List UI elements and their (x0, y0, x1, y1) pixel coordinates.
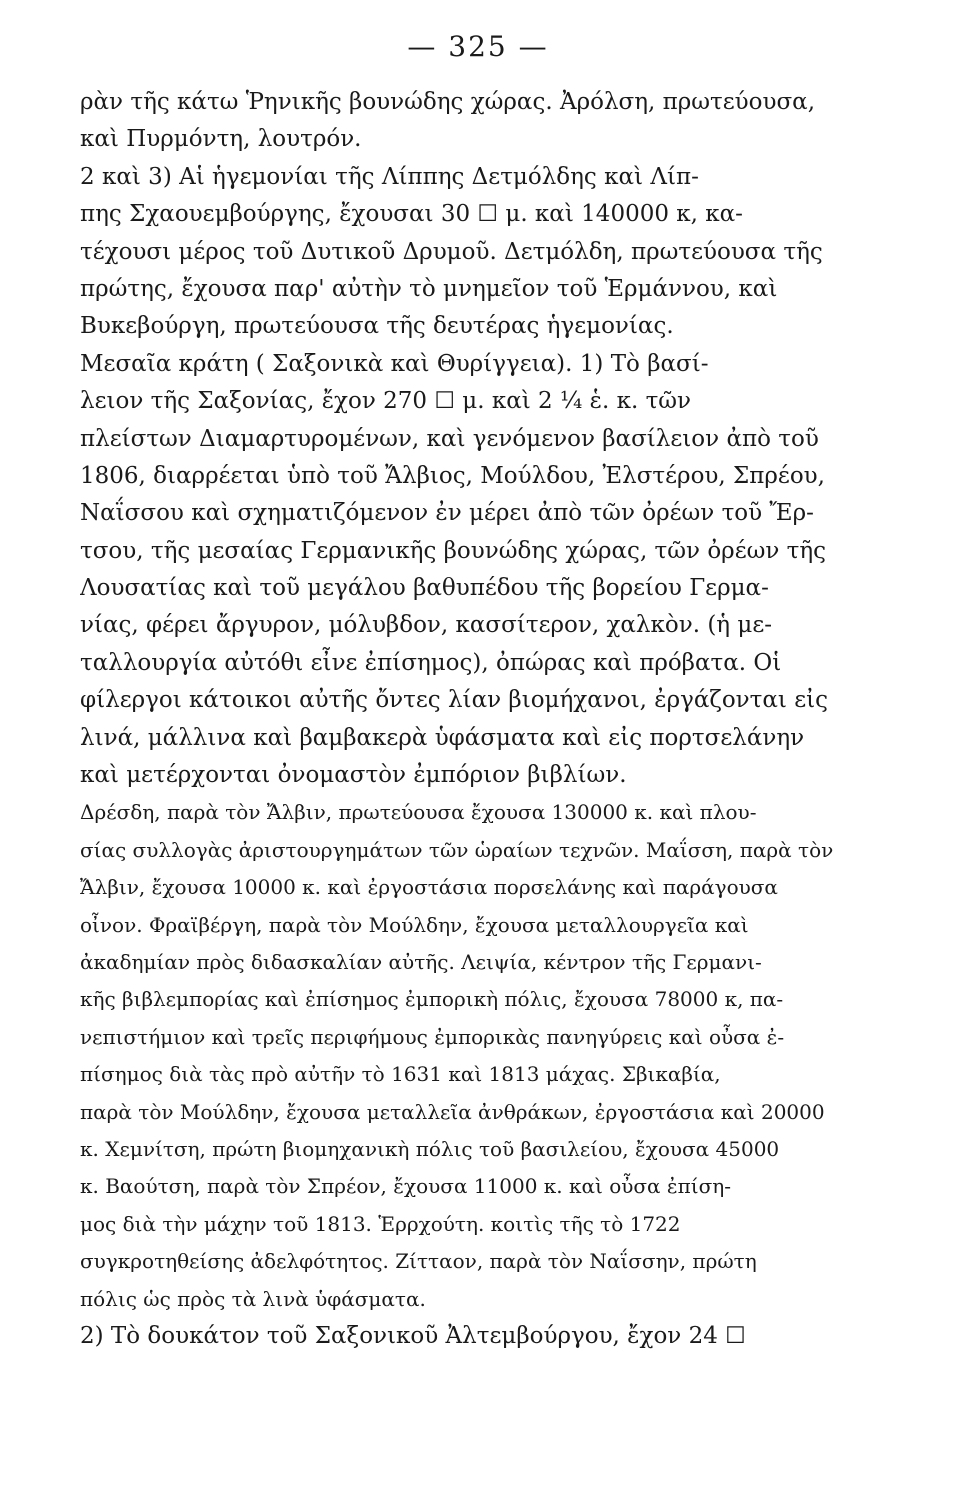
text-line: πης Σχαουεμβούργης, ἔχουσαι 30 ☐ μ. καὶ 140000 κ, κα- (80, 201, 743, 228)
text-line: Λουσατίας καὶ τοῦ μεγάλου βαθυπέδου τῆς βορείου Γερμα- (80, 575, 769, 602)
text-line: ταλλουργία αὐτόθι εἶνε ἐπίσημος), ὀπώρας καὶ πρόβατα. Οἱ (80, 649, 782, 676)
text-line: Μεσαῖα κράτη ( Σαξονικὰ καὶ Θυρίγγεια). 1) Τὸ βασί- (80, 350, 709, 377)
text-line-small: σίας συλλογὰς ἀριστουργημάτων τῶν ὡραίων τεχνῶν. Μαΐσση, παρὰ τὸν (80, 837, 834, 862)
text-line: τέχουσι μέρος τοῦ Δυτικοῦ Δρυμοῦ. Δετμόλδη, πρωτεύουσα τῆς (80, 238, 823, 265)
text-line-small: ἀκαδημίαν πρὸς διδασκαλίαν αὐτῆς. Λειψία, κέντρον τῆς Γερμανι- (80, 949, 762, 974)
text-line-small: μος διὰ τὴν μάχην τοῦ 1813. Ἑρρχούτη. κοιτὶς τῆς τὸ 1722 (80, 1211, 681, 1236)
text-line-small: Ἄλβιν, ἔχουσα 10000 κ. καὶ ἐργοστάσια πορσελάνης καὶ παράγουσα (80, 875, 778, 900)
text-line-small: κῆς βιβλεμπορίας καὶ ἐπίσημος ἐμπορικὴ πόλις, ἔχουσα 78000 κ, πα- (80, 987, 784, 1012)
text-line-small: νεπιστήμιον καὶ τρεῖς περιφήμους ἐμπορικὰς πανηγύρεις καὶ οὖσα ἐ- (80, 1024, 785, 1049)
text-line-small: πίσημος διὰ τὰς πρὸ αὐτῆν τὸ 1631 καὶ 1813 μάχας. Σβικαβία, (80, 1062, 721, 1087)
text-line: Ναΐσσου καὶ σχηματιζόμενον ἐν μέρει ἀπὸ τῶν ὀρέων τοῦ Ἔρ- (80, 500, 814, 527)
text-line: 1806, διαρρέεται ὑπὸ τοῦ Ἄλβιος, Μούλδου, Ἐλστέρου, Σπρέου, (80, 462, 825, 489)
text-line: φίλεργοι κάτοικοι αὐτῆς ὄντες λίαν βιομήχανοι, ἐργάζονται εἰς (80, 687, 829, 714)
text-line: ρὰν τῆς κάτω Ῥηνικῆς βουνώδης χώρας. Ἀρόλση, πρωτεύουσα, (80, 89, 816, 115)
text-line: πλείστων Διαμαρτυρομένων, καὶ γενόμενον βασίλειον ἀπὸ τοῦ (80, 425, 819, 452)
text-line: πρώτης, ἔχουσα παρ' αὐτὴν τὸ μνημεῖον τοῦ Ἑρμάννου, καὶ (80, 275, 778, 302)
text-line: καὶ Πυρμόντη, λουτρόν. (80, 126, 362, 153)
text-line-small: οἶνον. Φραϊβέργη, παρὰ τὸν Μούλδην, ἔχουσα μεταλλουργεῖα καὶ (80, 912, 749, 937)
text-line-small: κ. Βαούτση, παρὰ τὸν Σπρέον, ἔχουσα 11000 κ. καὶ οὖσα ἐπίση- (80, 1174, 732, 1199)
text-line-small: Δρέσδη, παρὰ τὸν Ἄλβιν, πρωτεύουσα ἔχουσα 130000 κ. καὶ πλου- (80, 800, 757, 825)
text-line: λινά, μάλλινα καὶ βαμβακερὰ ὑφάσματα καὶ εἰς πορτσελάνην (80, 724, 805, 751)
text-line: 2) Τὸ δουκάτον τοῦ Σαξονικοῦ Ἀλτεμβούργου, ἔχον 24 ☐ (80, 1322, 746, 1349)
text-line: νίας, φέρει ἄργυρον, μόλυβδον, κασσίτερον, χαλκὸν. (ἡ με- (80, 612, 773, 639)
text-line-small: κ. Χεμνίτση, πρώτη βιομηχανικὴ πόλις τοῦ βασιλείου, ἔχουσα 45000 (80, 1136, 780, 1161)
text-line: 2 καὶ 3) Αἱ ἡγεμονίαι τῆς Λίππης Δετμόλδης καὶ Λίπ- (80, 163, 699, 190)
text-line-small: παρὰ τὸν Μούλδην, ἔχουσα μεταλλεῖα ἀνθράκων, ἐργοστάσια καὶ 20000 (80, 1099, 825, 1124)
text-line-small: πόλις ὡς πρὸς τὰ λινὰ ὑφάσματα. (80, 1286, 426, 1311)
page-body (80, 84, 870, 1355)
text-line: Βυκεβούργη, πρωτεύουσα τῆς δευτέρας ἡγεμονίας. (80, 313, 674, 340)
page-number: — 325 — (407, 30, 549, 63)
text-line: καὶ μετέρχονται ὀνομαστὸν ἐμπόριον βιβλίων. (80, 762, 627, 789)
text-line: τσου, τῆς μεσαίας Γερμανικῆς βουνώδης χώρας, τῶν ὀρέων τῆς (80, 537, 827, 564)
text-line-small: συγκροτηθείσης ἀδελφότητος. Ζίτταον, παρὰ τὸν Ναΐσσην, πρώτη (80, 1249, 757, 1274)
text-line: λειον τῆς Σαξονίας, ἔχον 270 ☐ μ. καὶ 2 ¼ ἑ. κ. τῶν (80, 388, 692, 415)
